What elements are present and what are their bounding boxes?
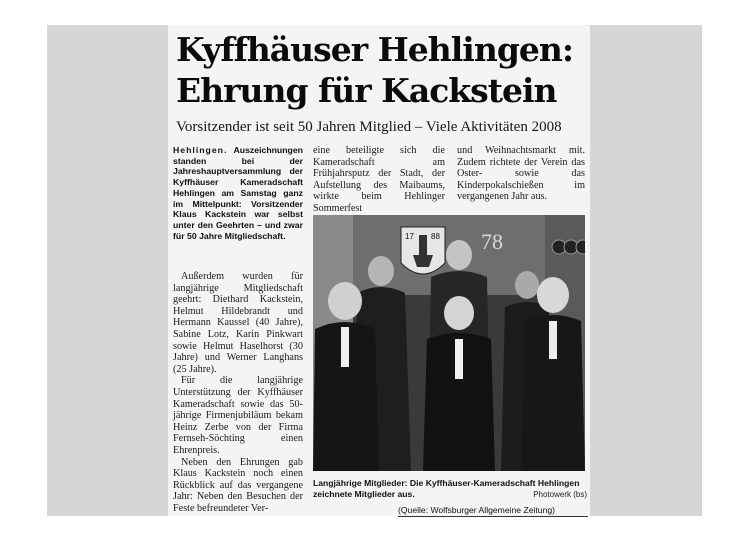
source-underline — [398, 516, 588, 517]
dateline: Hehlingen. — [173, 145, 228, 155]
newspaper-clipping — [168, 25, 590, 516]
body-paragraph-1: Außerdem wurden für langjährige Mitgliedschaft geehrt: Diethard Kackstein, Helmut Hildebrandt und Hermann Kaussel (40 Jahre), Sabine Lotz, Karin Pinkwart sowie Helmut Haselhorst (30 Jahre) und Werner Langhans (25 Jahre). — [173, 271, 303, 375]
wall-number: 78 — [481, 229, 503, 254]
lead-paragraph — [173, 145, 303, 241]
group-photo — [313, 215, 585, 471]
body-paragraph-3: Neben den Ehrungen gab Klaus Kackstein noch einen Rückblick auf das vergangene Jahr: Neben den Besuchen der Feste befreundeter Ver- — [173, 456, 303, 514]
body-column-3 — [457, 145, 585, 203]
photo-credit: Photowerk (bs) — [533, 490, 587, 499]
headline-line-2: Ehrung für Kackstein — [176, 71, 557, 110]
body-column-2 — [313, 145, 445, 215]
body-column-2-text: eine beteiligte sich die Kameradschaft am Frühjahrsputz der Stadt, der Aufstellung des Maibaums, wirkte beim Hehlinger Sommerfest — [313, 145, 445, 214]
subheadline: Vorsitzender ist seit 50 Jahren Mitglied – Viele Aktivitäten 2008 — [176, 119, 562, 135]
crest-year-left: 17 — [405, 232, 414, 241]
headline-line-1: Kyffhäuser Hehlingen: — [176, 30, 574, 69]
body-column-1 — [173, 271, 303, 514]
caption-text: Langjährige Mitglieder: Die Kyffhäuser-Kameradschaft Hehlingen zeichnete Mitglieder aus. — [313, 478, 580, 499]
body-column-3-text: und Weihnachtsmarkt mit. Zudem richtete der Verein das Oster- sowie das Kinderpokalschießen im vergangenen Jahr aus. — [457, 145, 585, 203]
lead-text: Auszeichnungen standen bei der Jahreshauptversammlung der Kyffhäuser Kameradschaft Hehlingen am Samstag ganz im Mittelpunkt: Vorsitzender Klaus Kackstein war selbst unter den Geehrten – und zwar für 50 Jahre Mitgliedschaft. — [173, 145, 303, 241]
photo-caption — [313, 478, 587, 500]
source-line: (Quelle: Wolfsburger Allgemeine Zeitung) — [398, 505, 555, 515]
crest-year-right: 88 — [431, 232, 440, 241]
headline — [176, 29, 586, 111]
body-paragraph-2: Für die langjährige Unterstützung der Kyffhäuser Kameradschaft sowie das 50-jährige Firmenjubiläum bekam Heinz Zerbe von der Firma Fernseh-Söchting einen Ehrenpreis. — [173, 375, 303, 456]
